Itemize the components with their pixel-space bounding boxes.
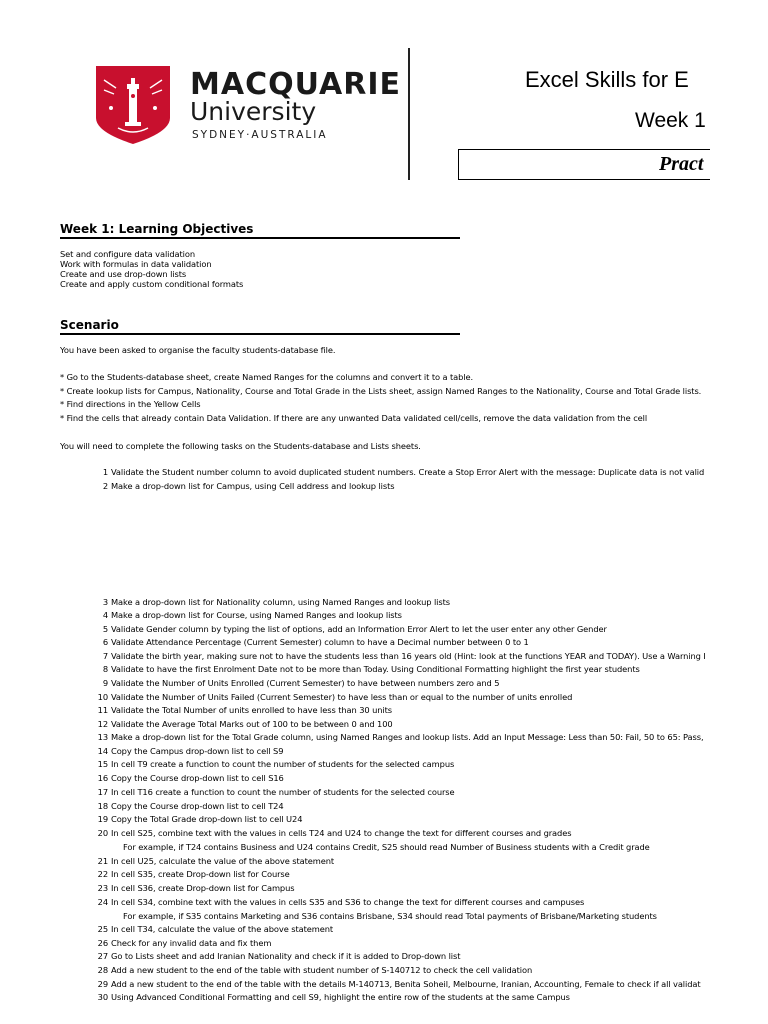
task-text: Validate to have the first Enrolment Date not to be more than Today. Using Conditional Formatting highlight the first year students <box>111 664 640 674</box>
task-number: 30 <box>97 992 108 1002</box>
logo-location: SYDNEY·AUSTRALIA <box>192 129 328 141</box>
week-title: Week 1 <box>635 109 706 132</box>
task-number: 26 <box>97 938 108 948</box>
task-text: In cell S34, combine text with the values in cells S35 and S36 to change the text for different courses and campuses <box>111 897 585 907</box>
scenario-bullet: * Find the cells that already contain Data Validation. If there are any unwanted Data validated cell/cells, remove the data validation from the cell <box>60 413 648 423</box>
objective-item: Create and apply custom conditional formats <box>60 279 244 289</box>
task-text: Copy the Course drop-down list to cell T24 <box>111 801 284 811</box>
scenario-bullet: * Go to the Students-database sheet, create Named Ranges for the columns and convert it to a table. <box>60 372 474 382</box>
task-number: 2 <box>102 481 108 491</box>
task-text: Validate Gender column by typing the list of options, add an Information Error Alert to let the user enter any other Gender <box>111 624 607 634</box>
task-number: 4 <box>102 610 108 620</box>
task-number: 7 <box>102 651 108 661</box>
task-text: Make a drop-down list for Course, using Named Ranges and lookup lists <box>111 610 402 620</box>
task-text: Add a new student to the end of the table with the details M-140713, Benita Soheil, Melbourne, Iranian, Accounting, Female to check if all validat <box>111 979 701 989</box>
task-number: 17 <box>97 787 108 797</box>
logo-wordmark: MACQUARIE <box>190 67 402 102</box>
task-number: 24 <box>97 897 108 907</box>
task-number: 27 <box>97 951 108 961</box>
task-number: 20 <box>97 828 108 838</box>
course-title: Excel Skills for E <box>525 67 689 92</box>
task-text: In cell T16 create a function to count the number of students for the selected course <box>111 787 455 797</box>
task-number: 23 <box>97 883 108 893</box>
task-text: Using Advanced Conditional Formatting and cell S9, highlight the entire row of the students at the same Campus <box>111 992 570 1002</box>
scenario-heading: Scenario <box>60 318 119 332</box>
task-text: Make a drop-down list for the Total Grade column, using Named Ranges and lookup lists. Add an Input Message: Less than 50: Fail, 50 to 65: Pass, <box>111 732 704 742</box>
task-example: For example, if T24 contains Business and U24 contains Credit, S25 should read Number of Business students with a Credit grade <box>123 842 650 852</box>
task-text: In cell T34, calculate the value of the above statement <box>111 924 334 934</box>
practice-label: Pract <box>659 153 704 175</box>
task-text: Make a drop-down list for Nationality column, using Named Ranges and lookup lists <box>111 597 450 607</box>
objectives-heading: Week 1: Learning Objectives <box>60 222 254 236</box>
task-number: 1 <box>102 467 108 477</box>
task-text: In cell S35, create Drop-down list for Course <box>111 869 290 879</box>
task-text: Copy the Total Grade drop-down list to cell U24 <box>111 814 303 824</box>
task-text: Add a new student to the end of the table with student number of S-140712 to check the cell validation <box>111 965 533 975</box>
task-text: Go to Lists sheet and add Iranian Nationality and check if it is added to Drop-down list <box>111 951 461 961</box>
task-text: In cell U25, calculate the value of the above statement <box>111 856 335 866</box>
task-text: Validate the Student number column to avoid duplicated student numbers. Create a Stop Error Alert with the message: Duplicate data is not valid <box>111 467 705 477</box>
task-text: In cell S25, combine text with the values in cells T24 and U24 to change the text for different courses and grades <box>111 828 572 838</box>
logo-subword: University <box>190 97 317 126</box>
task-number: 18 <box>97 801 108 811</box>
task-number: 9 <box>102 678 108 688</box>
task-number: 12 <box>97 719 108 729</box>
task-text: In cell T9 create a function to count the number of students for the selected campus <box>111 759 455 769</box>
task-text: In cell S36, create Drop-down list for Campus <box>111 883 295 893</box>
task-number: 22 <box>97 869 108 879</box>
task-number: 28 <box>97 965 108 975</box>
task-number: 25 <box>97 924 108 934</box>
objective-item: Work with formulas in data validation <box>60 259 212 269</box>
task-text: Copy the Campus drop-down list to cell S9 <box>111 746 284 756</box>
task-number: 13 <box>97 732 108 742</box>
task-number: 15 <box>97 759 108 769</box>
task-number: 21 <box>97 856 108 866</box>
task-text: Make a drop-down list for Campus, using Cell address and lookup lists <box>111 481 395 491</box>
task-number: 11 <box>97 705 108 715</box>
scenario-intro: You have been asked to organise the faculty students-database file. <box>60 345 336 355</box>
task-text: Validate the Number of Units Enrolled (Current Semester) to have between numbers zero and 5 <box>111 678 500 688</box>
task-number: 29 <box>97 979 108 989</box>
task-number: 5 <box>102 624 108 634</box>
scenario-bullet: * Create lookup lists for Campus, Nationality, Course and Total Grade in the Lists sheet, assign Named Ranges to the Nationality, Course and Total Grade lists. <box>60 386 702 396</box>
task-text: Check for any invalid data and fix them <box>111 938 272 948</box>
task-text: Validate the birth year, making sure not to have the students less than 16 years old (Hint: look at the functions YEAR and TODAY). Use a Warning I <box>111 651 706 661</box>
task-text: Copy the Course drop-down list to cell S16 <box>111 773 284 783</box>
objective-item: Create and use drop-down lists <box>60 269 187 279</box>
task-text: Validate the Average Total Marks out of 100 to be between 0 and 100 <box>111 719 393 729</box>
scenario-bullet: * Find directions in the Yellow Cells <box>60 399 201 409</box>
task-text: Validate Attendance Percentage (Current Semester) column to have a Decimal number between 0 to 1 <box>111 637 529 647</box>
task-number: 19 <box>97 814 108 824</box>
task-number: 6 <box>102 637 108 647</box>
task-text: Validate the Total Number of units enrolled to have less than 30 units <box>111 705 393 715</box>
task-number: 14 <box>97 746 108 756</box>
task-number: 3 <box>102 597 108 607</box>
task-example: For example, if S35 contains Marketing and S36 contains Brisbane, S34 should read Total payments of Brisbane/Marketing students <box>123 911 657 921</box>
objective-item: Set and configure data validation <box>60 249 196 259</box>
task-number: 8 <box>102 664 108 674</box>
tasks-intro: You will need to complete the following tasks on the Students-database and Lists sheets. <box>60 441 421 451</box>
task-text: Validate the Number of Units Failed (Current Semester) to have less than or equal to the number of units enrolled <box>111 692 573 702</box>
task-number: 10 <box>97 692 108 702</box>
task-number: 16 <box>97 773 108 783</box>
